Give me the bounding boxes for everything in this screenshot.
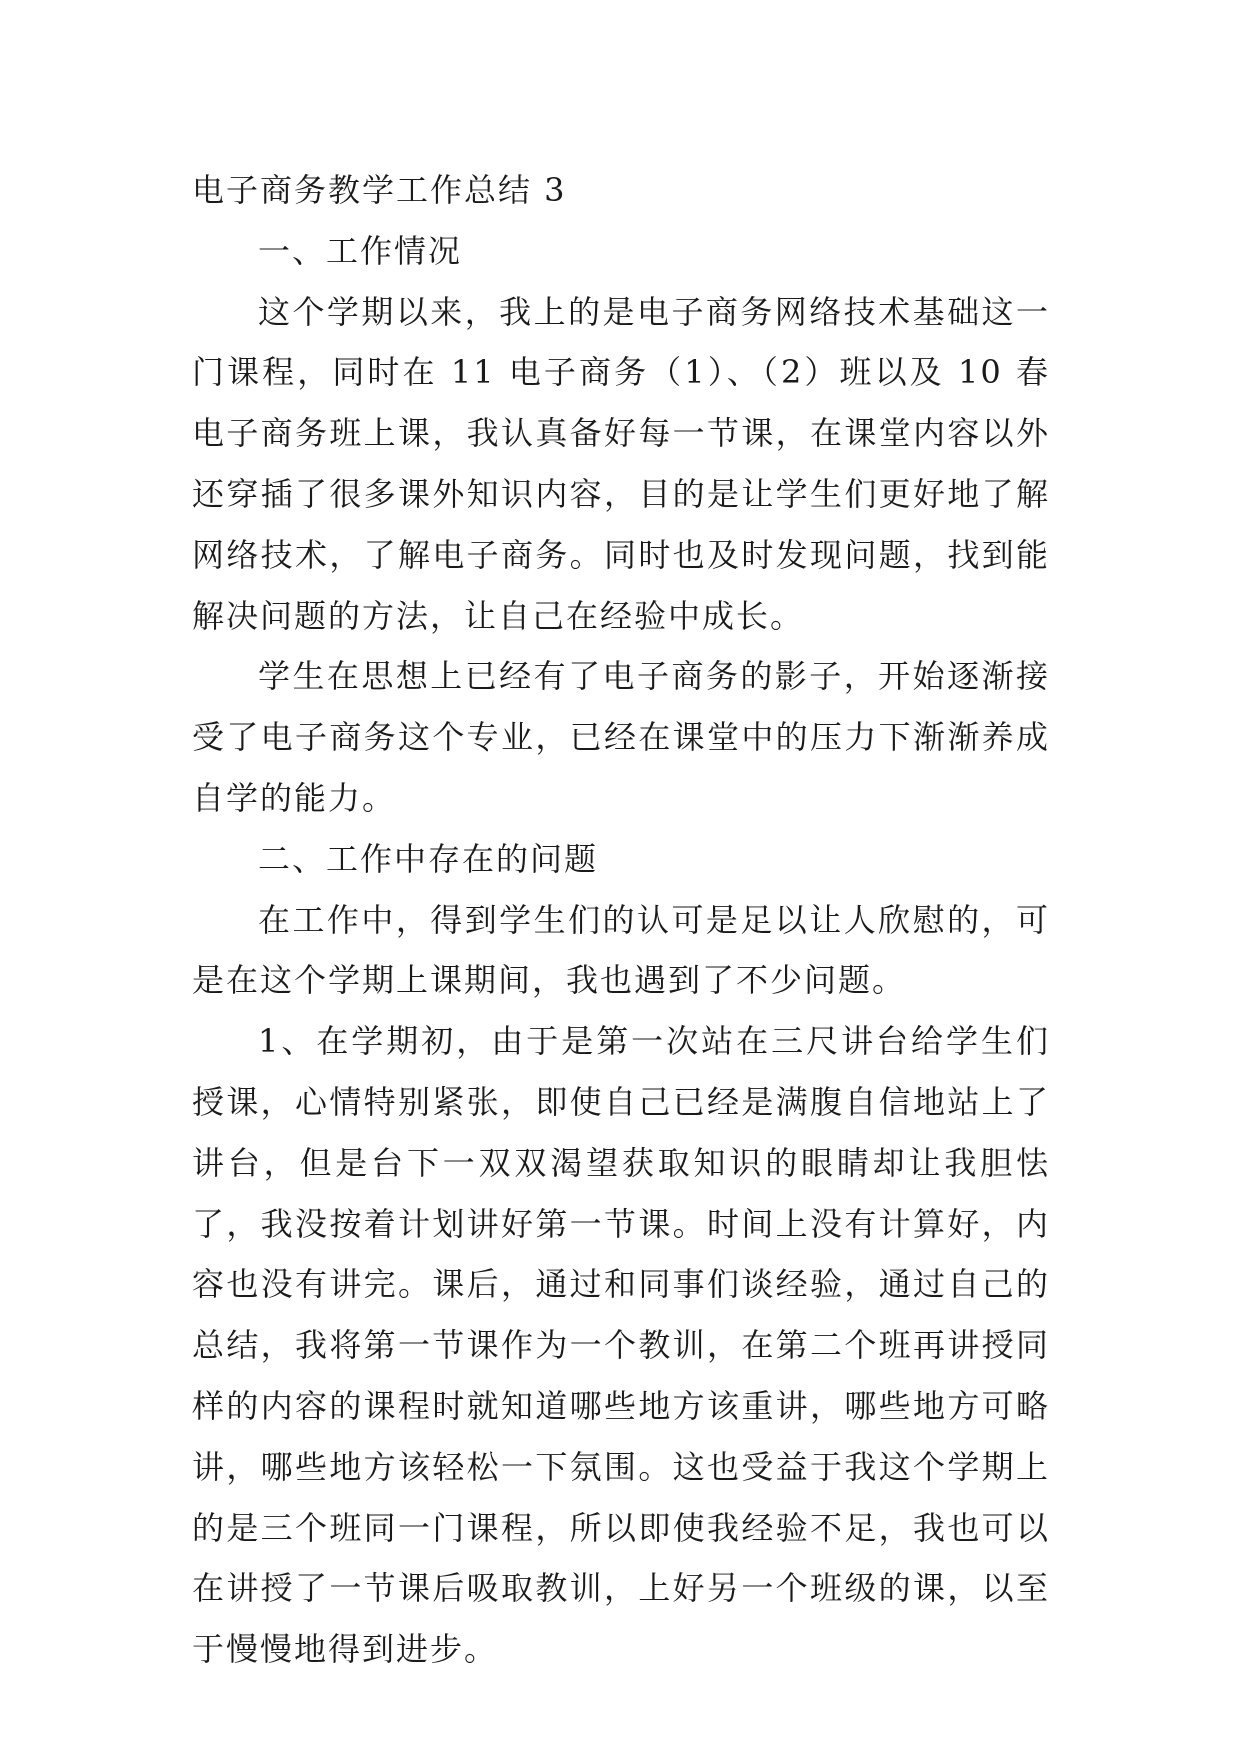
paragraph-student-progress: 学生在思想上已经有了电子商务的影子，开始逐渐接受了电子商务这个专业，已经在课堂中的压力下渐渐养成自学的能力。 — [192, 657, 1050, 817]
section-heading-work-situation: 一、工作情况 — [258, 231, 463, 270]
paragraph-problems-intro: 在工作中，得到学生们的认可是足以让人欣慰的，可是在这个学期上课期间，我也遇到了不少问题。 — [192, 900, 1050, 1000]
document-body — [192, 160, 1050, 1680]
document-title: 电子商务教学工作总结 3 — [192, 171, 567, 209]
section-heading-existing-problems: 二、工作中存在的问题 — [258, 839, 599, 878]
paragraph-problem-1: 1、在学期初，由于是第一次站在三尺讲台给学生们授课，心情特别紧张，即使自己已经是满腹自信地站上了讲台，但是台下一双双渴望获取知识的眼睛却让我胆怯了，我没按着计划讲好第一节课。时间上没有计算好，内容也没有讲完。课后，通过和同事们谈经验，通过自己的总结，我将第一节课作为一个教训，在第二个班再讲授同样的内容的课程时就知道哪些地方该重讲，哪些地方可略讲，哪些地方该轻松一下氛围。这也受益于我这个学期上的是三个班同一门课程，所以即使我经验不足，我也可以在讲授了一节课后吸取教训，上好另一个班级的课，以至于慢慢地得到进步。 — [192, 1022, 1050, 1669]
paragraph-course-overview: 这个学期以来，我上的是电子商务网络技术基础这一门课程，同时在 11 电子商务（1）、（2）班以及 10 春电子商务班上课，我认真备好每一节课，在课堂内容以外还穿插了很多课外知识内容，目的是让学生们更好地了解网络技术，了解电子商务。同时也及时发现问题，找到能解决问题的方法，让自己在经验中成长。 — [192, 292, 1050, 635]
